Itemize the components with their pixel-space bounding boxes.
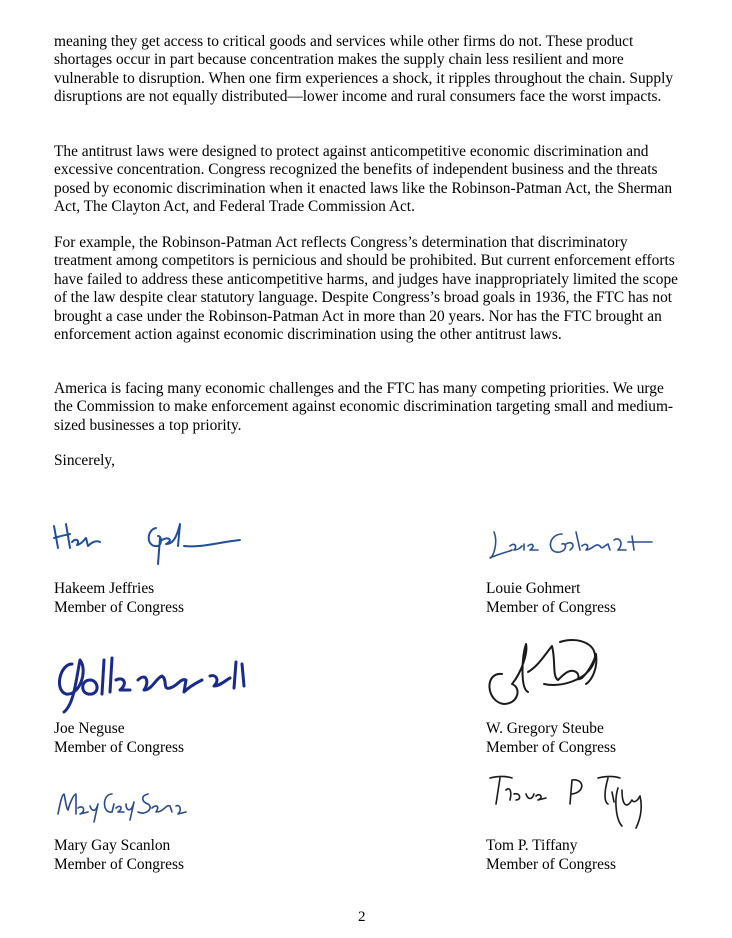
signer-name: Mary Gay Scanlon (54, 837, 171, 854)
signer-name: Hakeem Jeffries (54, 580, 155, 597)
letter-paragraph: The antitrust laws were designed to protect against anticompetitive economic discrimination and excessive concentration. Congress recognized the benefits of independent business and the threats posed by economic discrimination when it enacted laws like the Robinson-Patman Act, the Sherman Act, The Clayton Act, and Federal Trade Commission Act. (54, 143, 673, 216)
signer-title: Member of Congress (486, 598, 616, 616)
letter-paragraph: For example, the Robinson-Patman Act reflects Congress’s determination that discriminatory treatment among competitors is pernicious and should be prohibited. But current enforcement efforts have failed to address these anticompetitive harms, and judges have inappropriately limited the scope of the law despite clear statutory language. Despite Congress’s broad goals in 1936, the FTC has not brought a case under the Robinson-Patman Act in more than 20 years. Nor has the FTC brought an enforcement action against economic discrimination using the other antitrust laws. (54, 234, 678, 344)
page-number: 2 (358, 909, 366, 925)
signer-block (486, 837, 732, 874)
signer-title: Member of Congress (54, 855, 184, 873)
signer-title: Member of Congress (54, 738, 184, 756)
signer-title: Member of Congress (54, 598, 184, 616)
signer-block (54, 580, 314, 617)
signature-tom-p-tiffany (486, 770, 666, 832)
letter-paragraph: meaning they get access to critical goods and services while other firms do not. These product shortages occur in part because concentration makes the supply chain less resilient and more vulnerable to disruption. When one firm experiences a shock, it ripples throughout the chain. Supply disruptions are not equally distributed—lower income and rural consumers face the worst impacts. (54, 33, 674, 106)
signer-name: W. Gregory Steube (486, 720, 604, 737)
letter-paragraph: America is facing many economic challenges and the FTC has many competing priorities. We urge the Commission to make enforcement against economic discrimination targeting small and medium-sized businesses a top priority. (54, 380, 674, 434)
signer-name: Louie Gohmert (486, 580, 581, 597)
letter-closing: Sincerely, (54, 452, 115, 469)
signer-block (486, 720, 732, 757)
signer-block (486, 580, 732, 617)
signer-block (54, 837, 314, 874)
signature-mary-gay-scanlon (54, 786, 194, 826)
signature-hakeem-jeffries (50, 518, 250, 568)
signer-block (54, 720, 314, 757)
signer-title: Member of Congress (486, 855, 616, 873)
signer-name: Tom P. Tiffany (486, 837, 578, 854)
signature-joe-neguse (50, 650, 260, 720)
signature-louie-gohmert (486, 520, 666, 566)
signer-title: Member of Congress (486, 738, 616, 756)
signer-name: Joe Neguse (54, 720, 125, 737)
signature-w-gregory-steube (482, 632, 612, 714)
